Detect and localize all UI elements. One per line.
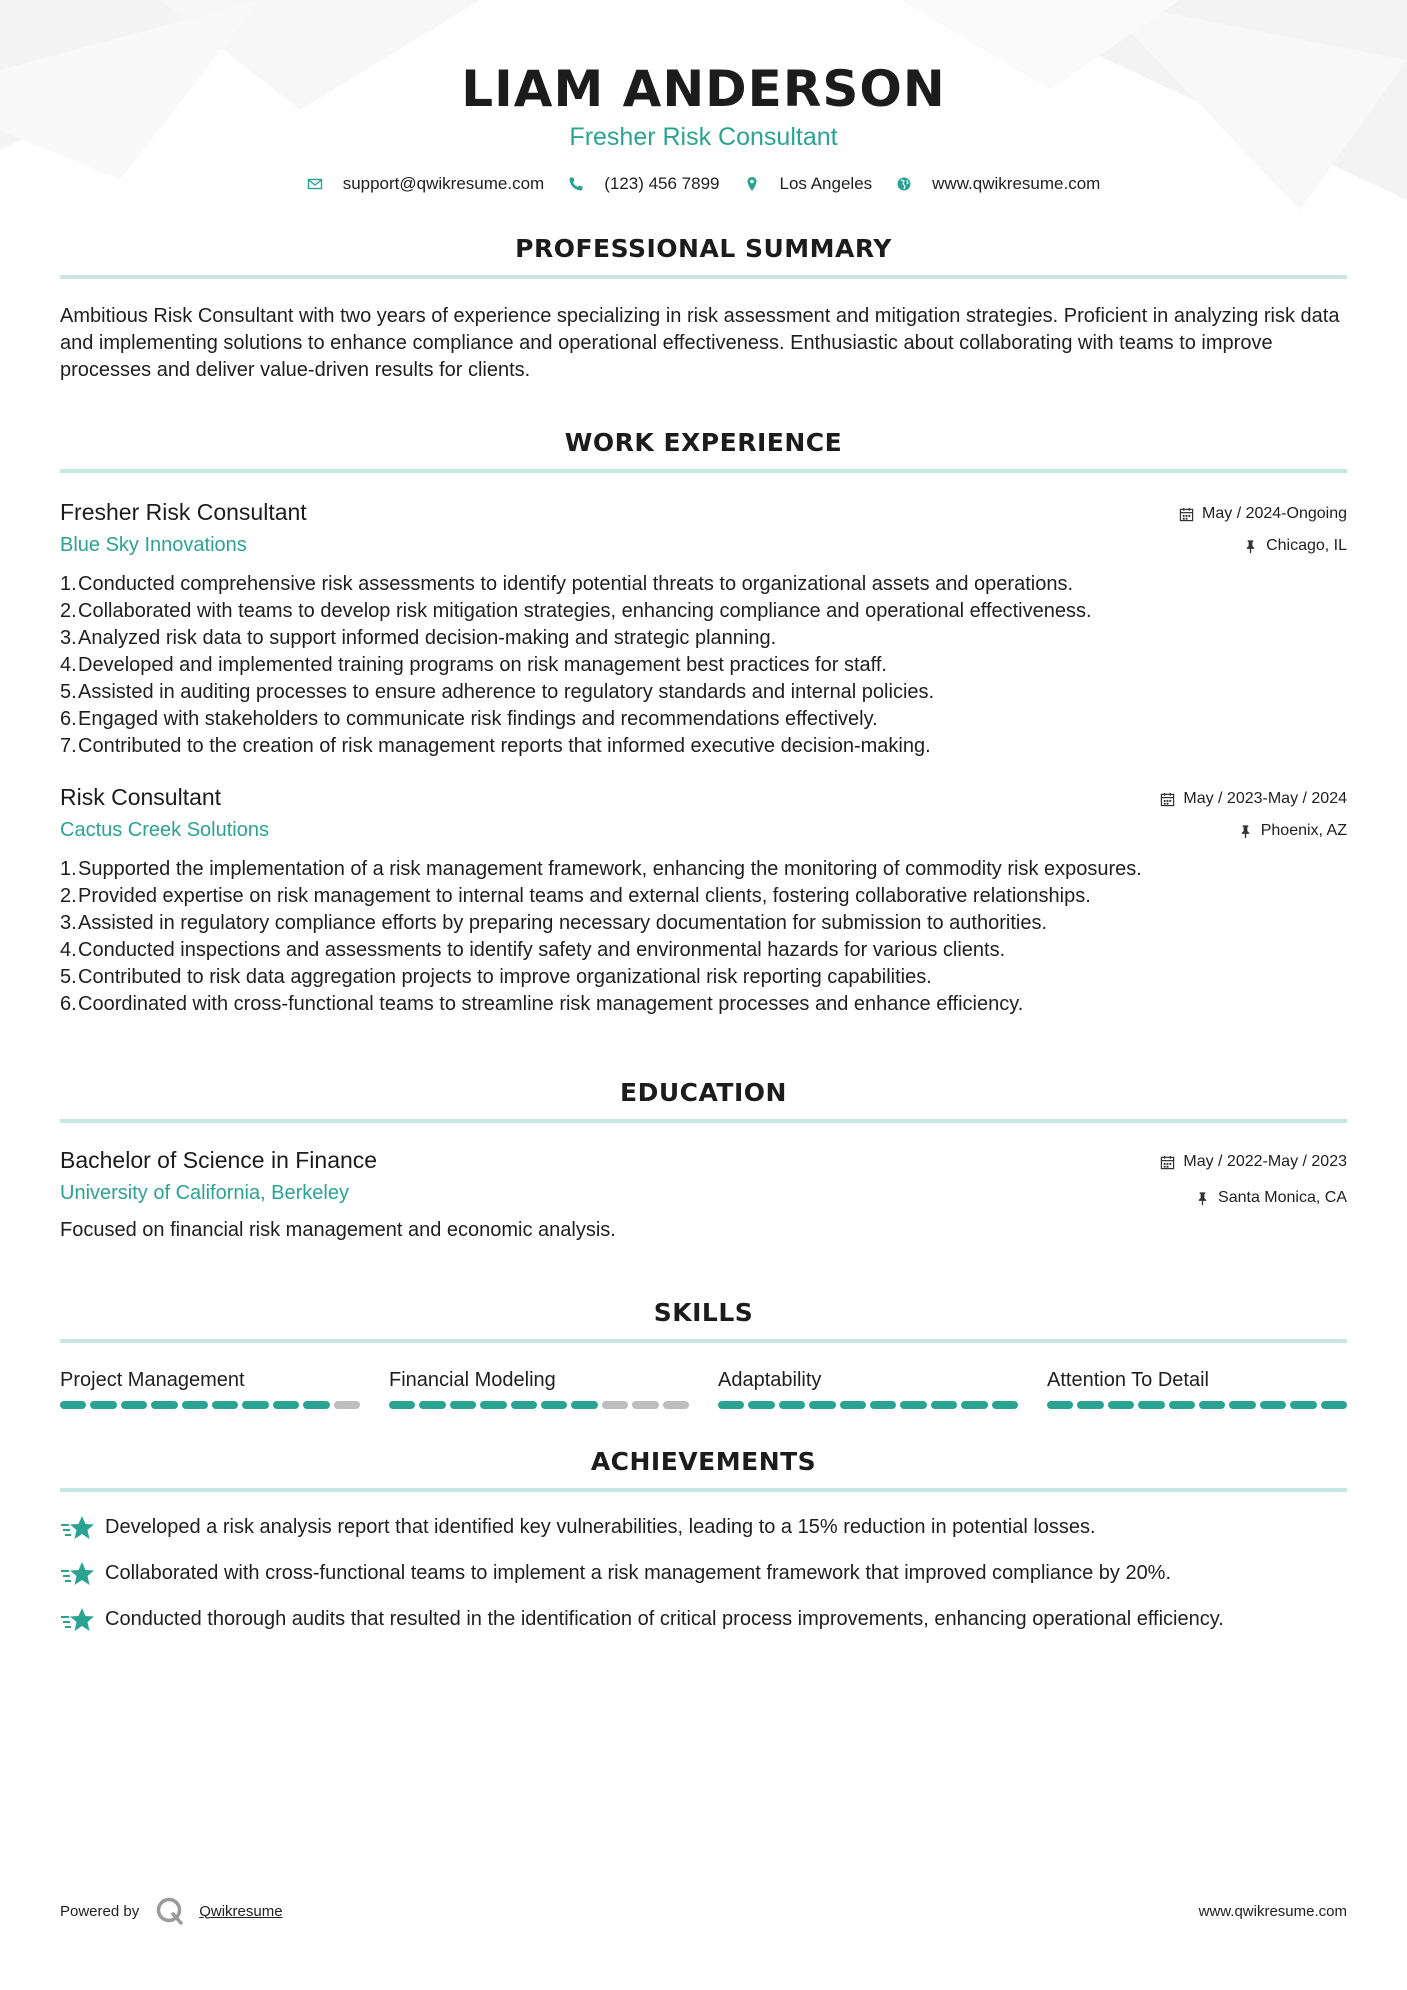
skill-name: Attention To Detail bbox=[1047, 1369, 1209, 1391]
skill-rating bbox=[389, 1401, 689, 1409]
candidate-name: LIAM ANDERSON bbox=[461, 60, 946, 118]
star-icon bbox=[60, 1513, 94, 1543]
rating-dot-filled bbox=[480, 1401, 506, 1409]
rating-dot-empty bbox=[602, 1401, 628, 1409]
job-bullets bbox=[60, 856, 1347, 1018]
education-dates: May / 2022-May / 2023 bbox=[1183, 1153, 1347, 1170]
experience-section bbox=[60, 428, 1347, 1018]
skill-name: Adaptability bbox=[718, 1369, 822, 1391]
skill-rating bbox=[718, 1401, 1018, 1409]
rating-dot-filled bbox=[900, 1401, 926, 1409]
list-item: 2. Collaborated with teams to develop risk mitigation strategies, enhancing compliance and operational effectiveness. bbox=[60, 600, 1092, 622]
calendar-icon bbox=[1179, 507, 1194, 522]
page-footer bbox=[60, 1896, 1347, 1926]
list-item: 5. Assisted in auditing processes to ensure adherence to regulatory standards and internal policies. bbox=[60, 681, 935, 703]
skill-rating bbox=[1047, 1401, 1347, 1409]
achievements-section bbox=[60, 1447, 1347, 1635]
list-item: 5. Contributed to risk data aggregation projects to improve organizational risk reporting capabilities. bbox=[60, 966, 932, 988]
rating-dot-filled bbox=[961, 1401, 987, 1409]
list-item: 6. Engaged with stakeholders to communicate risk findings and recommendations effectively. bbox=[60, 708, 878, 730]
list-item: 2. Provided expertise on risk management to internal teams and external clients, fostering collaborative relationships. bbox=[60, 885, 1091, 907]
skill-item bbox=[1047, 1367, 1347, 1409]
contact-bar bbox=[60, 174, 1347, 194]
star-icon bbox=[60, 1605, 94, 1635]
job-title: Risk Consultant bbox=[60, 784, 222, 810]
rating-dot-filled bbox=[992, 1401, 1018, 1409]
section-divider bbox=[60, 1488, 1347, 1492]
section-divider bbox=[60, 1339, 1347, 1343]
star-icon bbox=[60, 1559, 94, 1589]
footer-website[interactable]: www.qwikresume.com bbox=[1198, 1902, 1347, 1920]
email-text: support@qwikresume.com bbox=[342, 174, 545, 193]
rating-dot-filled bbox=[779, 1401, 805, 1409]
rating-dot-filled bbox=[809, 1401, 835, 1409]
rating-dot-filled bbox=[840, 1401, 866, 1409]
job-location: Phoenix, AZ bbox=[1260, 822, 1347, 839]
candidate-role: Fresher Risk Consultant bbox=[569, 123, 838, 151]
rating-dot-filled bbox=[389, 1401, 415, 1409]
rating-dot-filled bbox=[1169, 1401, 1195, 1409]
job-entry bbox=[60, 497, 1347, 760]
education-location: Santa Monica, CA bbox=[1218, 1189, 1347, 1206]
rating-dot-filled bbox=[121, 1401, 147, 1409]
rating-dot-filled bbox=[541, 1401, 567, 1409]
contact-website[interactable] bbox=[896, 174, 1100, 194]
rating-dot-filled bbox=[273, 1401, 299, 1409]
achievement-item: Conducted thorough audits that resulted in the identification of critical process improvements, enhancing operational efficiency. bbox=[60, 1606, 1347, 1635]
achievements-heading: ACHIEVEMENTS bbox=[590, 1447, 817, 1476]
job-dates: May / 2024-Ongoing bbox=[1202, 505, 1347, 522]
job-title: Fresher Risk Consultant bbox=[60, 499, 307, 525]
rating-dot-filled bbox=[1108, 1401, 1134, 1409]
powered-by bbox=[60, 1896, 283, 1926]
company-name: Blue Sky Innovations bbox=[60, 534, 247, 556]
achievement-item: Collaborated with cross-functional teams to implement a risk management framework that improved compliance by 20%. bbox=[60, 1560, 1347, 1589]
rating-dot-filled bbox=[511, 1401, 537, 1409]
rating-dot-filled bbox=[1047, 1401, 1073, 1409]
section-divider bbox=[60, 275, 1347, 279]
school-name: University of California, Berkeley bbox=[60, 1182, 349, 1204]
rating-dot-filled bbox=[1260, 1401, 1286, 1409]
calendar-icon bbox=[1160, 1155, 1175, 1170]
job-bullets bbox=[60, 571, 1347, 760]
job-dates: May / 2023-May / 2024 bbox=[1183, 790, 1347, 807]
rating-dot-filled bbox=[1229, 1401, 1255, 1409]
rating-dot-filled bbox=[419, 1401, 445, 1409]
location-text: Los Angeles bbox=[779, 174, 873, 193]
rating-dot-filled bbox=[303, 1401, 329, 1409]
rating-dot-filled bbox=[242, 1401, 268, 1409]
summary-section bbox=[60, 234, 1347, 384]
list-item: 6. Coordinated with cross-functional teams to streamline risk management processes and enhance efficiency. bbox=[60, 993, 1024, 1015]
list-item: 3. Analyzed risk data to support informed decision-making and strategic planning. bbox=[60, 627, 777, 649]
phone-icon bbox=[568, 176, 584, 192]
resume-header bbox=[60, 0, 1347, 194]
brand-link[interactable]: Qwikresume bbox=[199, 1902, 283, 1920]
rating-dot-filled bbox=[718, 1401, 744, 1409]
skill-name: Financial Modeling bbox=[389, 1369, 556, 1391]
summary-heading: PROFESSIONAL SUMMARY bbox=[515, 234, 892, 263]
education-section bbox=[60, 1078, 1347, 1244]
job-entry bbox=[60, 782, 1347, 1018]
rating-dot-empty bbox=[632, 1401, 658, 1409]
skill-name: Project Management bbox=[60, 1369, 245, 1391]
rating-dot-empty bbox=[663, 1401, 689, 1409]
pushpin-icon bbox=[1195, 1191, 1210, 1206]
contact-email[interactable] bbox=[307, 174, 545, 194]
company-name: Cactus Creek Solutions bbox=[60, 819, 269, 841]
skill-item bbox=[718, 1367, 1018, 1409]
phone-text: (123) 456 7899 bbox=[604, 174, 720, 193]
skills-section bbox=[60, 1298, 1347, 1409]
summary-text: Ambitious Risk Consultant with two years of experience specializing in risk assessment and mitigation strategies. Proficient in analyzing risk data and implementing solutions to enhance compliance and operational effectiveness. Enthusiastic about collaborating with teams to improve processes and deliver value-driven results for clients. bbox=[60, 305, 1340, 381]
list-item: 4. Developed and implemented training programs on risk management best practices for staff. bbox=[60, 654, 887, 676]
powered-label: Powered by bbox=[60, 1902, 140, 1920]
rating-dot-filled bbox=[1138, 1401, 1164, 1409]
rating-dot-filled bbox=[931, 1401, 957, 1409]
envelope-icon bbox=[307, 176, 323, 192]
rating-dot-filled bbox=[1290, 1401, 1316, 1409]
qwikresume-logo-icon bbox=[155, 1896, 185, 1926]
skills-heading: SKILLS bbox=[653, 1298, 754, 1327]
list-item: 3. Assisted in regulatory compliance efforts by preparing necessary documentation for submission to authorities. bbox=[60, 912, 1048, 934]
education-description: Focused on financial risk management and economic analysis. bbox=[60, 1219, 616, 1241]
calendar-icon bbox=[1160, 792, 1175, 807]
rating-dot-filled bbox=[870, 1401, 896, 1409]
rating-dot-filled bbox=[1321, 1401, 1347, 1409]
contact-phone[interactable] bbox=[568, 174, 719, 194]
rating-dot-filled bbox=[90, 1401, 116, 1409]
rating-dot-empty bbox=[334, 1401, 360, 1409]
rating-dot-filled bbox=[212, 1401, 238, 1409]
pushpin-icon bbox=[1243, 539, 1258, 554]
job-location: Chicago, IL bbox=[1266, 537, 1347, 554]
globe-icon bbox=[896, 176, 912, 192]
rating-dot-filled bbox=[1077, 1401, 1103, 1409]
list-item: 1. Supported the implementation of a risk management framework, enhancing the monitoring of commodity risk exposures. bbox=[60, 858, 1142, 880]
rating-dot-filled bbox=[151, 1401, 177, 1409]
skill-item bbox=[60, 1367, 360, 1409]
map-pin-icon bbox=[744, 176, 760, 192]
skill-rating bbox=[60, 1401, 360, 1409]
list-item: 1. Conducted comprehensive risk assessments to identify potential threats to organizational assets and operations. bbox=[60, 573, 1073, 595]
contact-location bbox=[744, 174, 873, 194]
list-item: 4. Conducted inspections and assessments to identify safety and environmental hazards for various clients. bbox=[60, 939, 1006, 961]
rating-dot-filled bbox=[182, 1401, 208, 1409]
rating-dot-filled bbox=[571, 1401, 597, 1409]
website-text: www.qwikresume.com bbox=[932, 174, 1101, 193]
degree-title: Bachelor of Science in Finance bbox=[60, 1147, 378, 1173]
rating-dot-filled bbox=[450, 1401, 476, 1409]
rating-dot-filled bbox=[60, 1401, 86, 1409]
experience-heading: WORK EXPERIENCE bbox=[564, 428, 843, 457]
pushpin-icon bbox=[1238, 824, 1253, 839]
skill-item bbox=[389, 1367, 689, 1409]
education-heading: EDUCATION bbox=[620, 1078, 787, 1107]
section-divider bbox=[60, 469, 1347, 473]
list-item: 7. Contributed to the creation of risk management reports that informed executive decision-making. bbox=[60, 735, 931, 757]
rating-dot-filled bbox=[1199, 1401, 1225, 1409]
section-divider bbox=[60, 1119, 1347, 1123]
rating-dot-filled bbox=[748, 1401, 774, 1409]
achievement-item: Developed a risk analysis report that identified key vulnerabilities, leading to a 15% reduction in potential losses. bbox=[60, 1514, 1347, 1543]
